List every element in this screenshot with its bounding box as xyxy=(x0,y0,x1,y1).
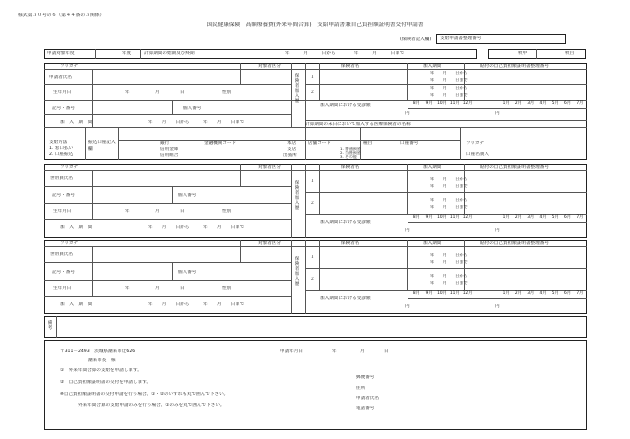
footer-line1: ① 外来年間合算の支給を申請します。 xyxy=(60,368,142,373)
period-range: 年 月 日から 年 月 日まで xyxy=(285,51,405,56)
s3-month: 9月 xyxy=(425,291,433,296)
s3-birth: 生年月日 xyxy=(53,286,72,291)
s2-r1-from: 年 月 日から xyxy=(430,177,468,181)
remarks-box[interactable] xyxy=(44,316,587,338)
s3-months-a xyxy=(410,292,474,297)
form-title: 国民健康保険 高額療養費(外来年間合算) 支給申請書兼自己負担額証明書交付申請書 xyxy=(206,22,424,28)
s1-row1: １ xyxy=(310,75,315,80)
applicant-name-label: 申請者氏名 xyxy=(49,75,72,80)
applicant-info-fields[interactable] xyxy=(390,373,580,415)
s2-month: 2月 xyxy=(514,215,522,220)
s2-months-b xyxy=(500,216,586,221)
s3-month: 8月 xyxy=(412,291,420,296)
s3-sex: 性別 xyxy=(222,286,232,291)
footer-address: 〒311－2493 茨城県潮来市辻626 xyxy=(60,349,136,354)
s3-join-range: 年 月 日から 年 月 日まで xyxy=(148,302,245,307)
s3-month: 7月 xyxy=(576,291,584,296)
s3-month: 12月 xyxy=(462,291,473,296)
s2-month: 11月 xyxy=(449,215,460,220)
apply-date-label: 申請年月日 xyxy=(280,349,303,354)
s1-r1-to: 年 月 日まで xyxy=(430,78,468,82)
branch-code: 店舗コード xyxy=(308,141,331,146)
s1-end-note: 計算期間の末日において加入する医療保険者の名称 xyxy=(305,122,411,127)
union-label: 信用組合 xyxy=(160,153,179,158)
s3-month: 3月 xyxy=(527,291,535,296)
apply-date-d: 日 xyxy=(384,349,389,354)
s2-r2-to: 年 月 日まで xyxy=(430,205,468,209)
s1-vertical-label: 保険者加入歴 xyxy=(294,73,300,103)
s1-month: 12月 xyxy=(462,101,473,106)
s1-cert-field-2[interactable] xyxy=(465,85,585,99)
s3-cert-h: 貼付の自己負担額証明書整理番号 xyxy=(480,241,549,246)
s2-r1-to: 年 月 日まで xyxy=(430,184,468,188)
s3-month: 4月 xyxy=(539,291,547,296)
s3-r2-from: 年 月 日から xyxy=(430,274,468,278)
s1-join-label: 加 入 期 間 xyxy=(60,120,93,125)
s2-month: 4月 xyxy=(539,215,547,220)
s2-month: 1月 xyxy=(502,215,510,220)
s2-months-a xyxy=(410,216,474,221)
s1-months-b xyxy=(500,102,586,107)
s3-r2-to: 年 月 日まで xyxy=(430,281,468,285)
s3-m: 月 xyxy=(155,286,160,291)
form-number: 様式第３０号の６（第４４条の３関係） xyxy=(18,13,105,18)
s1-r1-from: 年 月 日から xyxy=(430,71,468,75)
s1-cert-h: 貼付の自己負担額証明書整理番号 xyxy=(480,64,549,69)
s1-sex: 性別 xyxy=(222,90,232,95)
main-branch: 本店 xyxy=(287,141,297,146)
s1-months-a xyxy=(410,102,474,107)
applicant-label: 申請者氏名 xyxy=(356,396,379,401)
s2-month: 5月 xyxy=(551,215,559,220)
s1-birth-y: 年 xyxy=(125,90,130,95)
s2-cert-h: 貼付の自己負担額証明書整理番号 xyxy=(480,165,549,170)
s2-month: 7月 xyxy=(576,215,584,220)
s2-join-range: 年 月 日から 年 月 日まで xyxy=(148,225,245,230)
apply-date-y: 年 xyxy=(332,349,337,354)
s3-y: 年 xyxy=(125,286,130,291)
s3-row1: １ xyxy=(310,255,315,260)
period-label: 計算期間の始期及び終期 xyxy=(144,51,195,56)
bank-code: 金融機関コード xyxy=(204,141,237,146)
s1-month: 4月 xyxy=(539,101,547,106)
s2-indiv: 個人番号 xyxy=(178,193,197,198)
s1-cert-field-1[interactable] xyxy=(465,70,585,84)
s1-birth-d: 日 xyxy=(180,90,185,95)
s3-month: 11月 xyxy=(449,291,460,296)
s1-join-h: 加入期間 xyxy=(423,64,442,69)
s1-div: 対象者区分 xyxy=(258,64,281,69)
s3-yen-b: 円 xyxy=(495,304,500,309)
sheet-no: 枚目 xyxy=(565,51,575,56)
kind-2[interactable]: 2. 当座預金 xyxy=(340,151,361,155)
s3-r1-to: 年 月 日まで xyxy=(430,260,468,264)
s1-month: 2月 xyxy=(514,101,522,106)
s2-month: 6月 xyxy=(564,215,572,220)
s2-month: 9月 xyxy=(425,215,433,220)
s3-join-h: 加入期間 xyxy=(423,241,442,246)
s1-month: 3月 xyxy=(527,101,535,106)
s2-m: 月 xyxy=(155,209,160,214)
s2-vertical-label: 保険者加入歴 xyxy=(294,180,300,210)
s1-month: 6月 xyxy=(564,101,572,106)
s3-d: 日 xyxy=(180,286,185,291)
s3-join-label: 加 入 期 間 xyxy=(60,302,93,307)
account-no: 口座番号 xyxy=(400,141,419,146)
s1-kigo: 記号・番号 xyxy=(52,106,75,111)
s1-birth-label: 生年月日 xyxy=(53,90,72,95)
s1-indiv: 個人番号 xyxy=(183,106,202,111)
postal-label: 郵便番号 xyxy=(356,375,375,380)
s3-month: 2月 xyxy=(514,291,522,296)
s2-join-label: 加 入 期 間 xyxy=(60,225,93,230)
s1-insurer-name-h: 保険者名 xyxy=(341,64,360,69)
s1-join-range: 年 月 日から 年 月 日まで xyxy=(148,120,245,125)
s2-yen-b: 円 xyxy=(495,228,500,233)
s3-insurer-h: 保険者名 xyxy=(341,241,360,246)
s1-r2-to: 年 月 日まで xyxy=(430,93,468,97)
s2-birth: 生年月日 xyxy=(53,209,72,214)
phone-label: 電話番号 xyxy=(356,406,375,411)
s3-months-b xyxy=(500,292,586,297)
holder-furigana: フリガナ xyxy=(466,141,485,146)
s2-furigana: フリガナ xyxy=(60,165,79,170)
s2-row2: ２ xyxy=(310,201,315,206)
footer-mayor: 潮来市長 様 xyxy=(88,358,116,363)
s1-r2-from: 年 月 日から xyxy=(430,86,468,90)
s2-name-label: 世帯員氏名 xyxy=(50,176,73,181)
s1-month: 5月 xyxy=(551,101,559,106)
footer-line3: ※自己負担額証明書の交付申請を行う場合、①・②のいずれも丸で囲んで下さい。 xyxy=(60,392,229,397)
s1-individual-number-field[interactable] xyxy=(210,101,290,113)
s2-yen-a: 円 xyxy=(405,228,410,233)
apply-date-m: 月 xyxy=(360,349,365,354)
period-row xyxy=(44,49,477,59)
s3-indiv: 個人番号 xyxy=(178,270,197,275)
s2-join-h: 加入期間 xyxy=(423,165,442,170)
payee-method: 支給方法 xyxy=(49,140,68,145)
s2-month: 8月 xyxy=(412,215,420,220)
s2-row1: １ xyxy=(310,179,315,184)
s2-month: 3月 xyxy=(527,215,535,220)
s3-r1-from: 年 月 日から xyxy=(430,253,468,257)
s3-name-label: 世帯員氏名 xyxy=(50,252,73,257)
s3-yen-a: 円 xyxy=(405,304,410,309)
footer-line4: 外来年間合算の支給申請のみを行う場合、①のみを丸で囲んで下さい。 xyxy=(78,403,225,408)
target-year-label: 申請対象年度 xyxy=(47,51,75,56)
s2-r2-from: 年 月 日から xyxy=(430,198,468,202)
s3-month: 5月 xyxy=(551,291,559,296)
s2-month: 12月 xyxy=(462,215,473,220)
s2-month: 10月 xyxy=(437,215,447,220)
s1-furigana: フリガナ xyxy=(60,64,79,69)
credit-label: 信用金庫 xyxy=(160,147,179,152)
s1-yen-a: 円 xyxy=(405,111,410,116)
bank-label: 銀行 xyxy=(160,141,170,146)
s2-div: 対象者区分 xyxy=(258,165,281,170)
s1-yen-b: 円 xyxy=(495,111,500,116)
s3-div: 対象者区分 xyxy=(258,241,281,246)
s1-month: 10月 xyxy=(437,101,447,106)
footer-line2: ② 自己負担額証明書の交付を申請します。 xyxy=(60,380,152,385)
s1-row2: ２ xyxy=(310,90,315,95)
s1-month: 8月 xyxy=(412,101,420,106)
account-label: 振込口座記入欄 xyxy=(88,140,116,152)
nendo-label: 年度 xyxy=(122,51,132,56)
s3-month: 6月 xyxy=(564,291,572,296)
kind-1[interactable]: 1. 普通預金 xyxy=(340,147,361,151)
s1-month: 1月 xyxy=(502,101,510,106)
branch: 支店 xyxy=(287,147,297,152)
s2-y: 年 xyxy=(125,209,130,214)
s3-vertical-label: 保険者加入歴 xyxy=(294,256,300,286)
insurer-stamp-label: (保険者記入欄) xyxy=(400,37,432,42)
holder-label: 口座名義人 xyxy=(466,152,489,157)
s3-month: 1月 xyxy=(502,291,510,296)
s3-row2: ２ xyxy=(310,277,315,282)
s1-month: 11月 xyxy=(449,101,460,106)
s1-birth-m: 月 xyxy=(155,90,160,95)
s1-month: 9月 xyxy=(425,101,433,106)
s2-amount-label: 加入期間における受診額 xyxy=(320,220,371,225)
applicant-name-field[interactable] xyxy=(93,70,239,84)
sheet-of: 枚中 xyxy=(518,51,528,56)
s3-furigana: フリガナ xyxy=(60,241,79,246)
address-label: 住所 xyxy=(356,386,366,391)
s3-name-field[interactable] xyxy=(93,247,239,261)
s2-name-field[interactable] xyxy=(93,171,239,185)
s2-kigo: 記号・番号 xyxy=(52,193,75,198)
number-label: 支給申請書整理番号 xyxy=(440,36,482,41)
s3-kigo: 記号・番号 xyxy=(52,270,75,275)
remarks-label: 備考 xyxy=(47,320,53,330)
s3-amount-label: 加入期間における受診額 xyxy=(320,296,371,301)
s2-insurer-h: 保険者名 xyxy=(341,165,360,170)
s1-month: 7月 xyxy=(576,101,584,106)
payee-opt-2[interactable]: 2. 口座振込 xyxy=(49,152,74,157)
s2-d: 日 xyxy=(180,209,185,214)
payee-opt-1[interactable]: 1. 窓口払い xyxy=(49,146,74,151)
kind-3[interactable]: 3. その他 xyxy=(340,155,357,159)
s1-amount-label: 加入期間における受診額 xyxy=(320,103,371,108)
s3-month: 10月 xyxy=(437,291,447,296)
kind-label: 種目 xyxy=(363,141,373,146)
s2-sex: 性別 xyxy=(222,209,232,214)
office: 出張所 xyxy=(283,153,297,158)
